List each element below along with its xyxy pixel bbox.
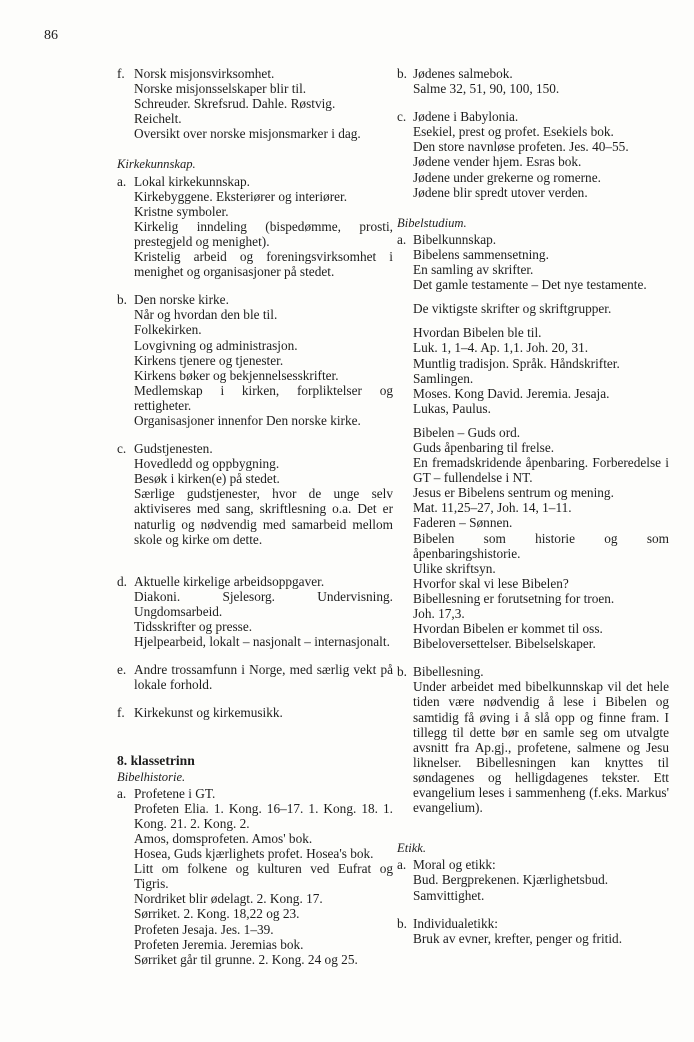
item-line: Bibeloversettelser. Bibelselskaper. bbox=[413, 636, 596, 652]
item-line: Under arbeidet med bibelkunnskap vil det hele tiden være nødvendig å lese i Bibelen og samtidig få øving i å slå opp og finne fram. I tillegg til dette bør en samle seg om utvalgte avsnitt fra Ap.gj., profetene, salmene og Jesu liknelser. Bibellesningen kan knyttes til søndagenes og helligdagenes tekster. Ett evangelium leses i sammenheng (f.eks. Markus' evangelium). bbox=[413, 679, 669, 816]
left-column bbox=[117, 66, 393, 967]
spacer bbox=[117, 692, 393, 705]
item-marker: a. bbox=[117, 173, 127, 189]
item-line: Jesus er Bibelens sentrum og mening. bbox=[413, 485, 614, 501]
item-line: Bibelen – Guds ord. bbox=[413, 424, 521, 440]
item-marker: a. bbox=[117, 785, 127, 801]
item-marker: a. bbox=[397, 857, 407, 873]
item-body bbox=[413, 109, 669, 200]
item-title: Norsk misjonsvirksomhet. bbox=[134, 66, 275, 81]
item-line: Amos, domsprofeten. Amos' bok. bbox=[134, 830, 313, 846]
item-line: Lukas, Paulus. bbox=[413, 400, 491, 416]
item-marker: c. bbox=[397, 109, 407, 125]
item-line: Profeten Elia. 1. Kong. 16–17. 1. Kong. 18. 1. Kong. 21. 2. Kong. 2. bbox=[134, 800, 393, 831]
list-item bbox=[397, 857, 669, 902]
spacer bbox=[397, 651, 669, 664]
item-body bbox=[134, 662, 393, 692]
item-title: Aktuelle kirkelige arbeidsoppgaver. bbox=[134, 573, 325, 589]
item-line: Bibelen som historie og som åpenbaringshistorie. bbox=[413, 530, 669, 561]
item-line: Esekiel, prest og profet. Esekiels bok. bbox=[413, 124, 614, 140]
item-line: Bud. Bergprekenen. Kjærlighetsbud. bbox=[413, 872, 609, 888]
item-body bbox=[134, 66, 393, 141]
item-line: Samvittighet. bbox=[413, 887, 485, 903]
item-marker: d. bbox=[117, 573, 127, 589]
item-line: Tidsskrifter og presse. bbox=[134, 619, 253, 634]
item-line: Folkekirken. bbox=[134, 322, 202, 338]
item-line: Jødene under grekerne og romerne. bbox=[413, 169, 601, 185]
item-line: Faderen – Sønnen. bbox=[413, 515, 513, 531]
item-body bbox=[413, 857, 669, 902]
item-line: Kristne symboler. bbox=[134, 203, 229, 219]
spacer bbox=[117, 547, 393, 574]
item-body bbox=[413, 916, 669, 946]
item-body bbox=[134, 292, 393, 428]
item-title: Bibelkunnskap. bbox=[413, 231, 497, 247]
item-line: Organisasjoner innenfor Den norske kirke. bbox=[134, 412, 361, 428]
spacer bbox=[413, 316, 669, 325]
list-item bbox=[117, 66, 393, 141]
item-line: Kirkelig inndeling (bispedømme, prosti, prestegjeld og menighet). bbox=[134, 218, 393, 249]
list-item bbox=[117, 705, 393, 720]
item-line: Profeten Jesaja. Jes. 1–39. bbox=[134, 921, 274, 937]
item-line: Kirkens bøker og bekjennelsesskrifter. bbox=[134, 367, 339, 383]
spacer bbox=[117, 720, 393, 753]
item-line: Jødene blir spredt utover verden. bbox=[413, 184, 588, 200]
item-title: Moral og etikk: bbox=[413, 857, 496, 873]
item-body bbox=[413, 664, 669, 815]
item-title: Profetene i GT. bbox=[134, 785, 216, 801]
item-marker: e. bbox=[117, 662, 127, 678]
item-title: Kirkekunst og kirkemusikk. bbox=[134, 705, 283, 721]
item-line: Særlige gudstjenester, hvor de unge selv aktiviseres med sang, skriftlesning o.a. Det er naturlig og nødvendig med samarbeid mellom skole og kirke om dette. bbox=[134, 486, 393, 547]
item-line: Jødene vender hjem. Esras bok. bbox=[413, 154, 582, 170]
item-marker: a. bbox=[397, 231, 407, 247]
item-line: Hvorfor skal vi lese Bibelen? bbox=[413, 575, 569, 591]
item-line: Når og hvordan den ble til. bbox=[134, 307, 278, 323]
item-line: Ulike skriftsyn. bbox=[413, 560, 496, 576]
item-marker: b. bbox=[397, 915, 407, 931]
item-body bbox=[134, 705, 393, 720]
item-line: Besøk i kirken(e) på stedet. bbox=[134, 471, 280, 487]
list-item bbox=[397, 232, 669, 651]
item-title: Bibellesning. bbox=[413, 664, 484, 680]
item-line: Oversikt over norske misjonsmarker i dag. bbox=[134, 126, 361, 142]
list-item bbox=[117, 441, 393, 547]
list-item bbox=[117, 574, 393, 649]
item-line: De viktigste skrifter og skriftgrupper. bbox=[413, 301, 612, 317]
item-marker: f. bbox=[117, 66, 125, 81]
item-title: Gudstjenesten. bbox=[134, 441, 213, 457]
section-heading: Etikk. bbox=[397, 841, 427, 856]
item-line: Diakoni. Sjelesorg. Undervisning. Ungdomsarbeid. bbox=[134, 588, 393, 619]
item-title: Jødenes salmebok. bbox=[413, 66, 513, 81]
item-line: Guds åpenbaring til frelse. bbox=[413, 439, 555, 455]
item-line: Samlingen. bbox=[413, 370, 474, 386]
item-body bbox=[413, 66, 669, 96]
grade-heading: 8. klassetrinn bbox=[117, 753, 195, 769]
list-item bbox=[397, 109, 669, 200]
item-line: Hjelpearbeid, lokalt – nasjonalt – internasjonalt. bbox=[134, 634, 390, 650]
item-body bbox=[134, 441, 393, 547]
item-line: Schreuder. Skrefsrud. Dahle. Røstvig. bbox=[134, 96, 336, 112]
item-line: Hovedledd og oppbygning. bbox=[134, 456, 280, 472]
spacer bbox=[117, 279, 393, 292]
item-line: Litt om folkene og kulturen ved Eufrat og Tigris. bbox=[134, 861, 393, 892]
page-number: 86 bbox=[44, 28, 58, 43]
item-title: Jødene i Babylonia. bbox=[413, 109, 519, 125]
item-line: Profeten Jeremia. Jeremias bok. bbox=[134, 936, 304, 952]
item-marker: b. bbox=[117, 292, 127, 308]
spacer bbox=[413, 292, 669, 301]
item-line: En fremadskridende åpenbaring. Forberedelse i GT – fullendelse i NT. bbox=[413, 455, 669, 486]
section-heading: Bibelhistorie. bbox=[117, 769, 186, 784]
item-line: Nordriket blir ødelagt. 2. Kong. 17. bbox=[134, 891, 323, 907]
item-line: Hosea, Guds kjærlighets profet. Hosea's bok. bbox=[134, 846, 374, 862]
right-column bbox=[397, 66, 669, 946]
item-body bbox=[134, 786, 393, 967]
item-title: Lokal kirkekunnskap. bbox=[134, 173, 250, 189]
list-item bbox=[117, 786, 393, 967]
spacer bbox=[117, 649, 393, 662]
item-marker: c. bbox=[117, 441, 127, 457]
item-line: Kirkens tjenere og tjenester. bbox=[134, 352, 284, 368]
item-body bbox=[134, 174, 393, 280]
section-heading: Kirkekunnskap. bbox=[117, 157, 196, 172]
item-title: Den norske kirke. bbox=[134, 292, 229, 308]
item-line: Medlemskap i kirken, forpliktelser og rettigheter. bbox=[134, 382, 393, 413]
item-title: Andre trossamfunn i Norge, med særlig vekt på lokale forhold. bbox=[134, 662, 393, 693]
item-body bbox=[134, 574, 393, 649]
item-marker: b. bbox=[397, 664, 407, 680]
item-line: Norske misjonsselskaper blir til. bbox=[134, 81, 307, 97]
spacer bbox=[413, 416, 669, 425]
item-line: Kirkebyggene. Eksteriører og interiører. bbox=[134, 188, 348, 204]
item-line: Den store navnløse profeten. Jes. 40–55. bbox=[413, 139, 629, 155]
spacer bbox=[397, 200, 669, 216]
item-line: Luk. 1, 1–4. Ap. 1,1. Joh. 20, 31. bbox=[413, 340, 589, 356]
item-line: Moses. Kong David. Jeremia. Jesaja. bbox=[413, 385, 610, 401]
list-item bbox=[397, 916, 669, 946]
item-marker: f. bbox=[117, 705, 125, 721]
item-line: Det gamle testamente – Det nye testamente. bbox=[413, 277, 647, 293]
item-line: Bruk av evner, krefter, penger og fritid. bbox=[413, 930, 623, 946]
item-line: Sørriket. 2. Kong. 18,22 og 23. bbox=[134, 906, 300, 922]
item-line: Mat. 11,25–27, Joh. 14, 1–11. bbox=[413, 500, 572, 516]
list-item bbox=[117, 292, 393, 428]
list-item bbox=[117, 174, 393, 280]
item-line: Lovgivning og administrasjon. bbox=[134, 337, 298, 353]
item-line: Bibelens sammensetning. bbox=[413, 246, 549, 262]
item-line: Muntlig tradisjon. Språk. Håndskrifter. bbox=[413, 355, 620, 371]
item-line: Kristelig arbeid og foreningsvirksomhet i menighet og organisasjoner på stedet. bbox=[134, 249, 393, 280]
list-item bbox=[117, 662, 393, 692]
item-title: Individualetikk: bbox=[413, 915, 498, 931]
item-marker: b. bbox=[397, 66, 407, 81]
item-line: En samling av skrifter. bbox=[413, 262, 534, 278]
item-line: Sørriket går til grunne. 2. Kong. 24 og 25. bbox=[134, 951, 358, 967]
spacer bbox=[397, 903, 669, 916]
item-line: Joh. 17,3. bbox=[413, 606, 465, 621]
list-item bbox=[397, 664, 669, 815]
spacer bbox=[397, 96, 669, 109]
item-body bbox=[413, 232, 669, 651]
spacer bbox=[117, 141, 393, 157]
item-line: Bibellesning er forutsetning for troen. bbox=[413, 590, 615, 606]
item-line: Reichelt. bbox=[134, 111, 182, 127]
spacer bbox=[117, 428, 393, 441]
item-line: Hvordan Bibelen er kommet til oss. bbox=[413, 621, 603, 637]
section-heading: Bibelstudium. bbox=[397, 215, 467, 230]
list-item bbox=[397, 66, 669, 96]
item-line: Salme 32, 51, 90, 100, 150. bbox=[413, 81, 560, 97]
spacer bbox=[397, 815, 669, 841]
item-line: Hvordan Bibelen ble til. bbox=[413, 325, 542, 341]
